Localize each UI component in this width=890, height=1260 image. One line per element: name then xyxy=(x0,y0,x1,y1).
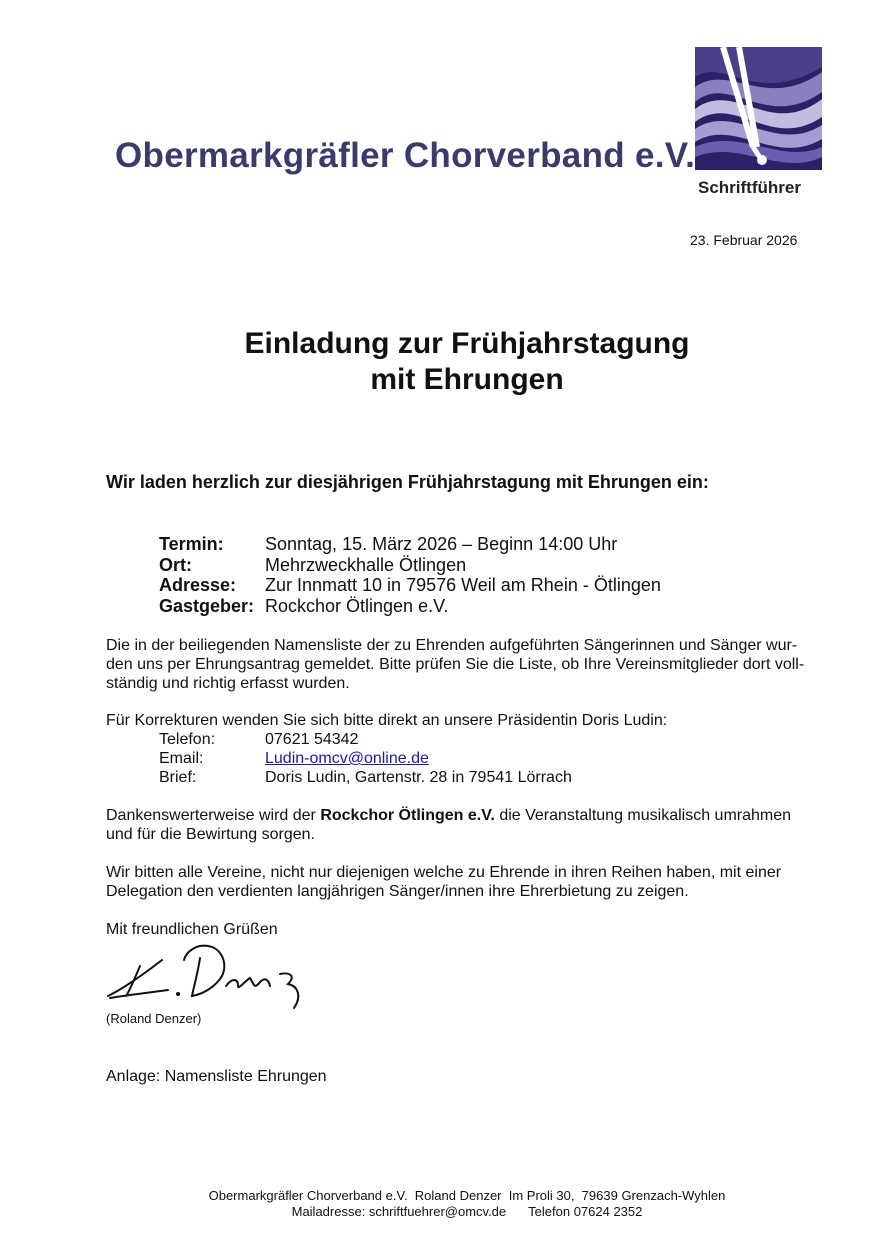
footer xyxy=(0,1188,890,1220)
detail-row-termin xyxy=(159,534,661,555)
email-link[interactable]: Ludin-omcv@online.de xyxy=(265,750,429,767)
contact-address: Doris Ludin, Gartenstr. 28 in 79541 Lörrach xyxy=(265,769,572,786)
detail-label: Termin: xyxy=(159,534,224,554)
paragraph-line: Delegation den verdienten langjährigen Sänger/innen ihre Ehrerbietung zu zeigen. xyxy=(106,883,689,900)
document-title xyxy=(0,326,890,398)
detail-label: Ort: xyxy=(159,554,192,575)
event-details xyxy=(159,534,661,616)
detail-label: Adresse: xyxy=(159,575,237,595)
intro-heading: Wir laden herzlich zur diesjährigen Frühjahrstagung mit Ehrungen ein: xyxy=(106,472,709,492)
contact-row-phone xyxy=(159,730,572,749)
detail-row-gastgeber xyxy=(159,596,661,617)
attachment-note: Anlage: Namensliste Ehrungen xyxy=(106,1068,327,1085)
contact-list xyxy=(159,730,572,787)
text-segment: Dankenswerterweise wird der xyxy=(106,807,321,824)
paragraph-line xyxy=(106,806,830,825)
paragraph-rockchor xyxy=(106,806,830,844)
paragraph-delegation xyxy=(106,863,830,901)
detail-value: Sonntag, 15. März 2026 – Beginn 14:00 Uhr xyxy=(265,534,618,554)
paragraph-line: ständig und richtig erfasst wurden. xyxy=(106,675,350,692)
contact-label: Email: xyxy=(159,750,204,767)
detail-row-ort xyxy=(159,555,661,576)
contact-phone: 07621 54342 xyxy=(265,731,359,748)
footer-phone: Telefon 07624 2352 xyxy=(528,1204,643,1219)
detail-row-adresse xyxy=(159,575,661,596)
handwritten-signature xyxy=(104,938,310,1012)
paragraph-line: den uns per Ehrungsantrag gemeldet. Bitte prüfen Sie die Liste, ob Ihre Vereinsmitglieder dort voll- xyxy=(106,656,805,673)
paragraph-namensliste xyxy=(106,636,830,693)
detail-value: Rockchor Ötlingen e.V. xyxy=(265,595,449,616)
title-line-1: Einladung zur Frühjahrstagung xyxy=(244,327,690,360)
detail-value: Zur Innmatt 10 in 79576 Weil am Rhein - Ötlingen xyxy=(265,575,661,595)
paragraph-line: Wir bitten alle Vereine, nicht nur diejenigen welche zu Ehrende in ihren Reihen haben, mit einer xyxy=(106,864,782,881)
document-date: 23. Februar 2026 xyxy=(690,232,798,248)
footer-address: Obermarkgräfler Chorverband e.V. Roland Denzer Im Proli 30, 79639 Grenzach-Wyhlen xyxy=(208,1188,726,1203)
org-name: Obermarkgräfler Chorverband e.V. xyxy=(115,136,696,175)
contact-label: Telefon: xyxy=(159,731,216,748)
detail-value: Mehrzweckhalle Ötlingen xyxy=(265,554,467,575)
contact-row-email xyxy=(159,749,572,768)
closing-greeting: Mit freundlichen Grüßen xyxy=(106,921,278,938)
footer-contact xyxy=(0,1204,890,1220)
text-segment: die Veranstaltung musikalisch umrahmen xyxy=(494,807,792,824)
title-line-2: mit Ehrungen xyxy=(370,363,564,396)
signer-name: (Roland Denzer) xyxy=(106,1011,202,1026)
footer-mail: Mailadresse: schriftfuehrer@omcv.de xyxy=(291,1204,507,1219)
contact-label: Brief: xyxy=(159,769,197,786)
contact-row-letter xyxy=(159,768,572,787)
tuning-fork-wave-logo xyxy=(695,47,822,170)
corrections-intro: Für Korrekturen wenden Sie sich bitte direkt an unsere Präsidentin Doris Ludin: xyxy=(106,712,668,729)
host-choir-name: Rockchor Ötlingen e.V. xyxy=(320,807,495,824)
detail-label: Gastgeber: xyxy=(159,595,255,616)
role-label: Schriftführer xyxy=(698,178,801,197)
paragraph-line: und für die Bewirtung sorgen. xyxy=(106,826,316,843)
paragraph-line: Die in der beiliegenden Namensliste der zu Ehrenden aufgeführten Sängerinnen und Sänger wur- xyxy=(106,637,798,654)
